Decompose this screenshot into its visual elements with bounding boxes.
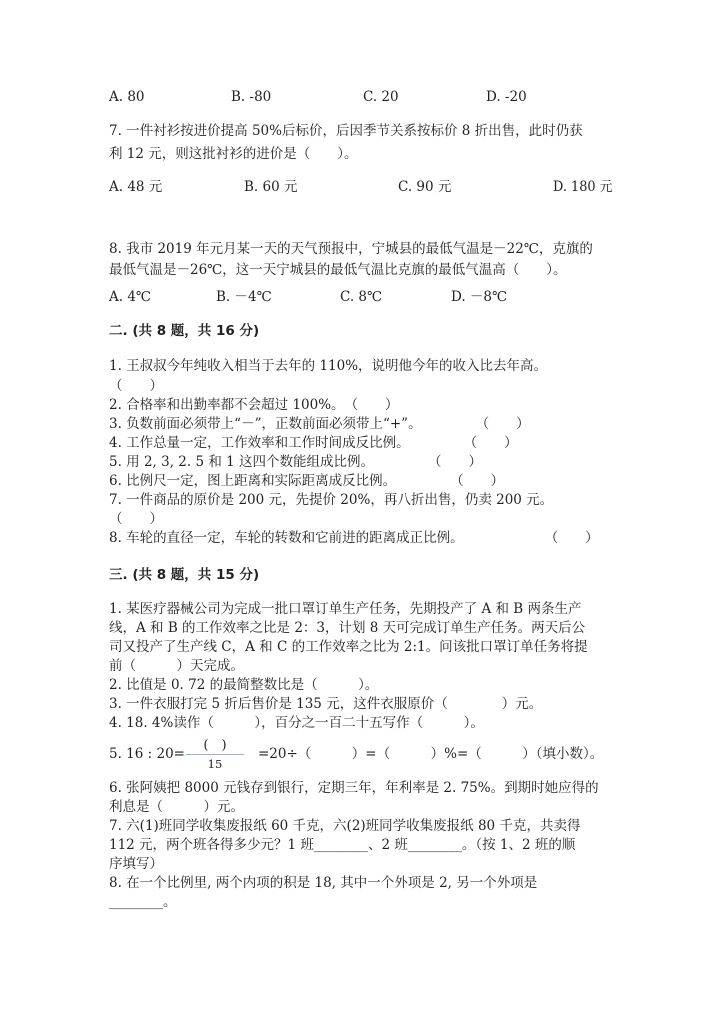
s3-line-13: 8. 在一个比例里, 两个内项的积是 18, 其中一个外项是 2, 另一个外项是 [109, 875, 538, 891]
s3-line-12: 序填写） [109, 856, 163, 872]
fraction-bar [186, 754, 244, 755]
s3-line-10: 7. 六(1)班同学收集废报纸 60 千克，六(2)班同学收集废报纸 80 千克，共卖得 [109, 818, 581, 834]
s3-line-6: 3. 一件衣服打完 5 折后售价是 135 元，这件衣服原价（ ）元。 [109, 696, 543, 712]
s3-line-8: 6. 张阿姨把 8000 元钱存到银行，定期三年，年利率是 2. 75%。到期时她应得的 [109, 780, 599, 796]
q6-option-a: A. 80 [109, 89, 145, 105]
q7-option-c: C. 90 元 [398, 179, 452, 195]
q6-option-d: D. -20 [486, 89, 527, 105]
q6-option-c: C. 20 [363, 89, 399, 105]
s3-line-1: 1. 某医疗器械公司为完成一批口罩订单生产任务，先期投产了 A 和 B 两条生产 [109, 601, 582, 617]
q7-text-line-2: 利 12 元，则这批衬衫的进价是（ ）。 [109, 146, 358, 162]
s3-q5-prefix: 5. 16 : 20= [109, 746, 185, 762]
q8-option-c: C. 8℃ [340, 289, 383, 305]
s2-line-6: 5. 用 2, 3, 2. 5 和 1 这四个数能组成比例。 （ ） [109, 454, 483, 470]
s2-line-4: 3. 负数前面必须带上“－”，正数前面必须带上“+”。 （ ） [109, 416, 530, 432]
q8-option-a: A. 4℃ [109, 289, 152, 305]
s3-line-11: 112 元，两个班各得多少元？1 班________、2 班________。（按 1、2 班的顺 [109, 837, 576, 853]
fraction-denominator: 15 [207, 757, 223, 771]
s2-line-1: 1. 王叔叔今年纯收入相当于去年的 110%，说明他今年的收入比去年高。 [109, 358, 548, 374]
s3-q5-suffix: =20÷（ ）=（ ）%=（ ）（填小数）。 [258, 746, 604, 762]
q8-text-line-2: 最低气温是－26℃，这一天宁城县的最低气温比克旗的最低气温高（ ）。 [109, 262, 567, 278]
q7-text-line-1: 7. 一件衬衫按进价提高 50%后标价，后因季节关系按标价 8 折出售，此时仍获 [109, 123, 583, 139]
q8-option-b: B. －4℃ [216, 289, 272, 305]
s3-line-2: 线，A 和 B 的工作效率之比是 2：3，计划 8 天可完成订单生产任务。两天后公 [109, 620, 586, 636]
s2-line-10: 8. 车轮的直径一定，车轮的转数和它前进的距离成正比例。 （ ） [109, 530, 599, 546]
s2-line-8: 7. 一件商品的原价是 200 元，先提价 20%，再八折出售，仍卖 200 元。 [109, 492, 554, 508]
s3-line-9: 利息是（ ）元。 [109, 799, 244, 815]
s2-line-3: 2. 合格率和出勤率都不会超过 100%。 （ ） [109, 397, 399, 413]
s3-line-4: 前（ ）天完成。 [109, 658, 244, 674]
s3-q5-fraction [186, 738, 244, 771]
section-3-heading: 三. (共 8 题，共 15 分) [109, 567, 260, 583]
s2-line-2: （ ） [109, 378, 163, 394]
q7-option-d: D. 180 元 [553, 179, 613, 195]
q7-option-b: B. 60 元 [244, 179, 298, 195]
q8-option-d: D. －8℃ [451, 289, 508, 305]
q7-option-a: A. 48 元 [109, 179, 163, 195]
s3-line-14: ________。 [109, 894, 177, 910]
s3-line-5: 2. 比值是 0. 72 的最简整数比是（ ）。 [109, 677, 379, 693]
fraction-numerator: ( ) [203, 738, 227, 753]
q8-text-line-1: 8. 我市 2019 年元月某一天的天气预报中，宁城县的最低气温是－22℃，克旗的 [109, 241, 593, 257]
s2-line-7: 6. 比例尺一定，图上距离和实际距离成反比例。 （ ） [109, 473, 505, 489]
s2-line-5: 4. 工作总量一定，工作效率和工作时间成反比例。 （ ） [109, 435, 518, 451]
section-2-heading: 二. (共 8 题，共 16 分) [109, 323, 260, 339]
s3-line-3: 司又投产了生产线 C，A 和 C 的工作效率之比为 2:1。问该批口罩订单任务将提 [109, 639, 588, 655]
q6-option-b: B. -80 [231, 89, 272, 105]
s3-line-7: 4. 18. 4%读作（ ），百分之一百二十五写作（ ）。 [109, 715, 484, 731]
s2-line-9: （ ） [109, 511, 163, 527]
